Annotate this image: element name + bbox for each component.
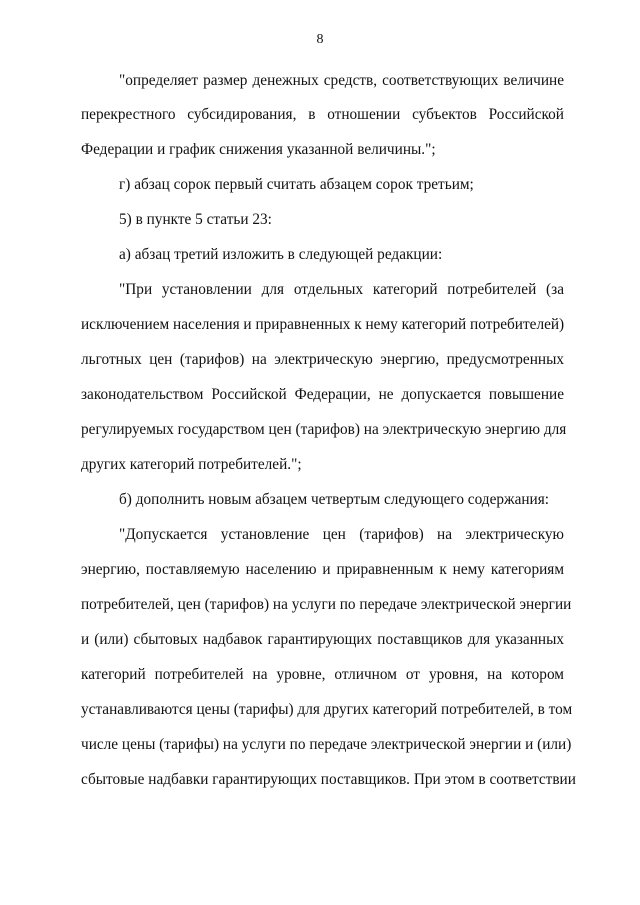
page-number: 8 [316,32,324,47]
text-line: сбытовые надбавки гарантирующих поставщиков. При этом в соответствии [81,771,576,788]
text-line: регулируемых государством цен (тарифов) на электрическую энергию для [81,421,567,438]
text-line: исключением населения и приравненных к нему категорий потребителей) [81,316,565,333]
text-line: числе цены (тарифы) на услуги по передаче электрической энергии и (или) [81,736,572,753]
text-line: перекрестного субсидирования, в отношении субъектов Российской [81,106,564,123]
text-line: б) дополнить новым абзацем четвертым следующего содержания: [119,491,550,508]
text-line: г) абзац сорок первый считать абзацем сорок третьим; [119,176,474,193]
text-line: льготных цен (тарифов) на электрическую энергию, предусмотренных [81,351,564,368]
text-line: "определяет размер денежных средств, соответствующих величине [119,72,564,89]
text-line: "Допускается установление цен (тарифов) на электрическую [119,526,564,543]
text-line: категорий потребителей на уровне, отличном от уровня, на котором [81,666,564,683]
text-line: других категорий потребителей."; [81,456,302,473]
text-line: и (или) сбытовых надбавок гарантирующих поставщиков для указанных [81,631,564,648]
text-line: потребителей, цен (тарифов) на услуги по передаче электрической энергии [81,596,572,613]
text-line: устанавливаются цены (тарифы) для других категорий потребителей, в том [81,701,573,718]
text-line: законодательством Российской Федерации, не допускается повышение [81,386,564,403]
text-line: 5) в пункте 5 статьи 23: [119,211,272,228]
text-line: энергию, поставляемую населению и приравненным к нему категориям [81,561,564,578]
text-line: а) абзац третий изложить в следующей редакции: [119,246,443,263]
text-line: "При установлении для отдельных категорий потребителей (за [119,281,564,298]
text-line: Федерации и график снижения указанной величины."; [81,141,436,158]
